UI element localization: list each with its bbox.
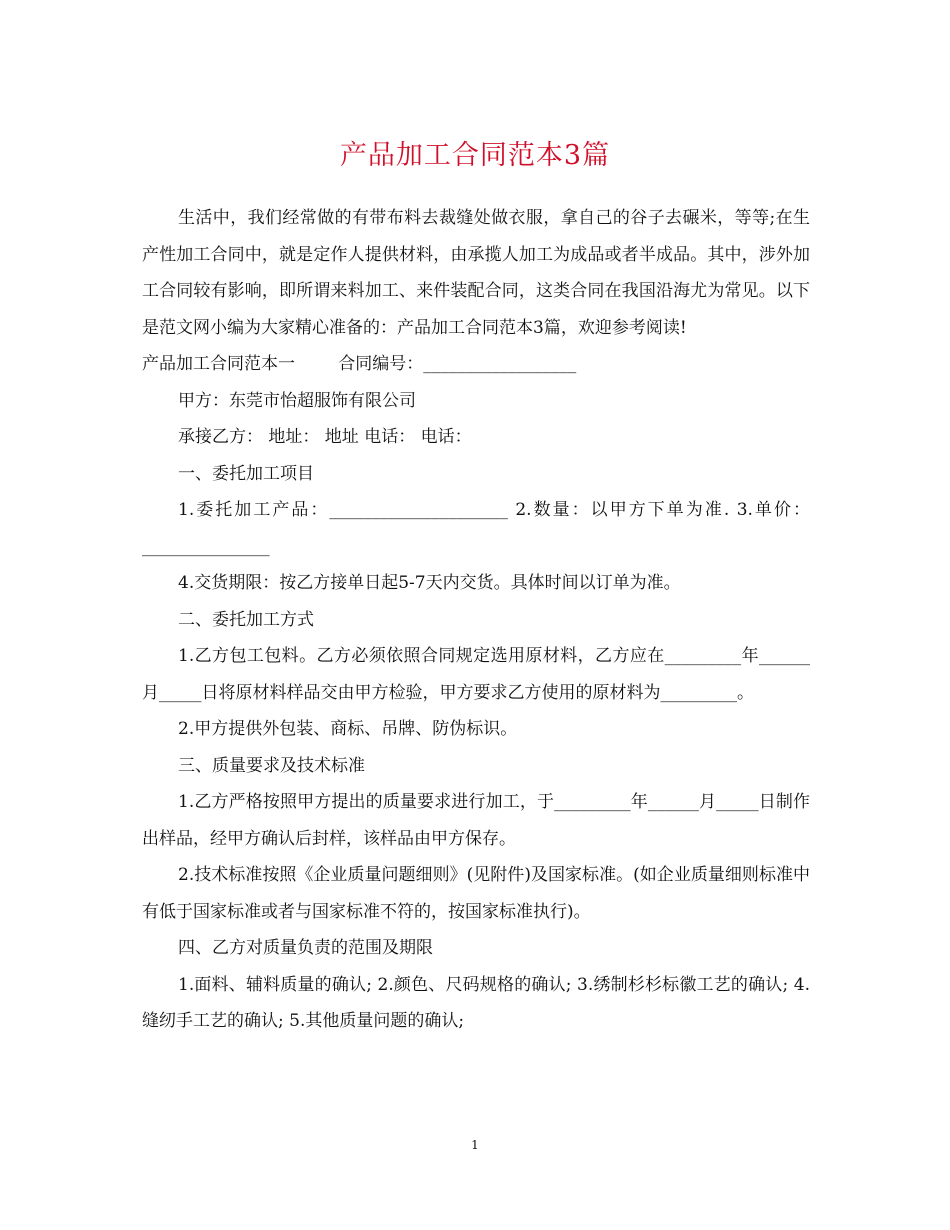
document-title: 产品加工合同范本3篇: [339, 140, 611, 171]
section-1-item-1: 1.委托加工产品：_____________________ 2.数量：以甲方下单为准. 3.单价：_______________: [142, 500, 810, 557]
section-2-title: 二、委托加工方式: [178, 609, 314, 630]
intro-paragraph: 生活中，我们经常做的有带布料去裁缝处做衣服，拿自己的谷子去碾米，等等;在生产性加工合同中，就是定作人提供材料，由承揽人加工为成品或者半成品。其中，涉外加工合同较有影响，即所谓来料加工、来件装配合同，这类合同在我国沿海尤为常见。以下是范文网小编为大家精心准备的：产品加工合同范本3篇，欢迎参考阅读!: [142, 208, 810, 338]
sample-heading: 产品加工合同范本一: [142, 354, 295, 374]
document-body: [142, 200, 810, 1040]
section-3-title: 三、质量要求及技术标准: [178, 755, 365, 776]
page-number: 1: [471, 1138, 479, 1152]
section-4-item-1: 1.面料、辅料质量的确认; 2.颜色、尺码规格的确认; 3.绣制杉杉标徽工艺的确认; 4.缝纫手工艺的确认; 5.其他质量问题的确认;: [142, 974, 810, 1031]
section-3-item-1: 1.乙方严格按照甲方提出的质量要求进行加工，于_________年______月_____日制作出样品，经甲方确认后封样，该样品由甲方保存。: [142, 792, 810, 849]
party-b: 承接乙方： 地址： 地址 电话： 电话：: [178, 427, 472, 447]
section-1-title: 一、委托加工项目: [178, 463, 314, 484]
section-4-title: 四、乙方对质量负责的范围及期限: [178, 938, 433, 958]
section-2-item-2: 2.甲方提供外包装、商标、吊牌、防伪标识。: [178, 719, 518, 739]
section-2-item-1: 1.乙方包工包料。乙方必须依照合同规定选用原材料，乙方应在_________年______ 月_____日将原材料样品交由甲方检验，甲方要求乙方使用的原材料为_________。: [142, 646, 810, 703]
section-1-item-4: 4.交货期限：按乙方接单日起5-7天内交货。具体时间以订单为准。: [178, 573, 681, 593]
section-3-item-2: 2.技术标准按照《企业质量问题细则》(见附件)及国家标准。(如企业质量细则标准中有低于国家标准或者与国家标准不符的，按国家标准执行)。: [142, 865, 810, 922]
contract-heading-line: [142, 346, 810, 383]
party-a: 甲方：东莞市怡超服饰有限公司: [178, 390, 416, 411]
contract-number: 合同编号：__________________: [338, 354, 577, 374]
